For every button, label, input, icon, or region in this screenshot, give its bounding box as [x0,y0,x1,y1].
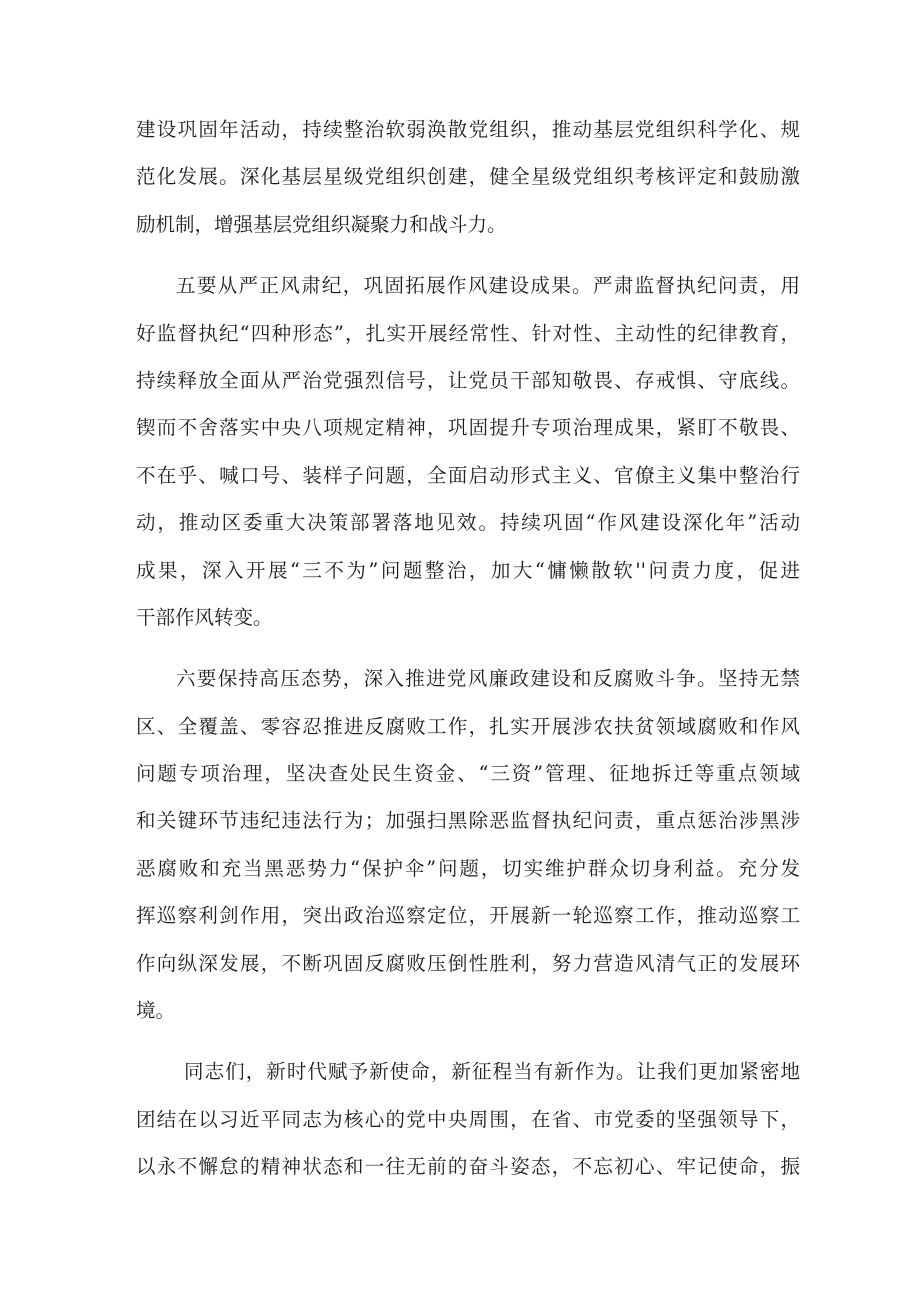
text-line: 区、全覆盖、零容忍推进反腐败工作，扎实开展涉农扶贫领域腐败和作风 [136,714,800,738]
text-line: 动，推动区委重大决策部署落地见效。持续巩固“作风建设深化年”活动 [136,511,800,535]
text-line: 范化发展。深化基层星级党组织创建，健全星级党组织考核评定和鼓励激 [136,165,800,189]
document-body [136,106,800,1191]
text-line: 成果，深入开展“三不为”问题整治，加大“慵懒散软''问责力度，促进 [136,558,800,582]
text-line: 问题专项治理，坚决查处民生资金、“三资”管理、征地拆迁等重点领域 [136,762,800,786]
text-line: 团结在以习近平同志为核心的党中央周围，在省、市党委的坚强领导下， [136,1107,800,1131]
paragraph-closing [136,1048,800,1190]
text-line: 和关键环节违纪违法行为；加强扫黑除恶监督执纪问责，重点惩治涉黑涉 [136,809,800,833]
text-line: 好监督执纪“四种形态”，扎实开展经常性、针对性、主动性的纪律教育， [136,321,800,345]
text-line: 同志们，新时代赋予新使命，新征程当有新作为。让我们更加紧密地 [184,1060,800,1084]
text-line: 干部作风转变。 [136,605,273,629]
text-line: 持续释放全面从严治党强烈信号，让党员干部知敬畏、存戒惧、守底线。 [136,368,800,392]
text-line: 励机制，增强基层党组织凝聚力和战斗力。 [136,212,507,236]
paragraph-discipline [136,262,800,641]
paragraph-anti-corruption [136,655,800,1034]
text-line: 作向纵深发展，不断巩固反腐败压倒性胜利，努力营造风清气正的发展环 [136,951,800,975]
text-line: 锲而不舍落实中央八项规定精神，巩固提升专项治理成果，紧盯不敬畏、 [136,416,800,440]
text-line: 六要保持高压态势，深入推进党风廉政建设和反腐败斗争。坚持无禁 [176,667,800,691]
text-line: 恶腐败和充当黑恶势力“保护伞”问题，切实维护群众切身利益。充分发 [136,856,800,880]
paragraph-party-organization [136,106,800,248]
text-line: 五要从严正风肃纪，巩固拓展作风建设成果。严肃监督执纪问责，用 [176,274,800,298]
text-line: 以永不懈怠的精神状态和一往无前的奋斗姿态，不忘初心、牢记使命，振 [136,1155,800,1179]
text-line: 挥巡察利剑作用，突出政治巡察定位，开展新一轮巡察工作，推动巡察工 [136,904,800,928]
text-line: 不在乎、喊口号、装样子问题，全面启动形式主义、官僚主义集中整治行 [136,463,800,487]
text-line: 建设巩固年活动，持续整治软弱涣散党组织，推动基层党组织科学化、规 [136,118,800,141]
text-line: 境。 [136,999,176,1023]
